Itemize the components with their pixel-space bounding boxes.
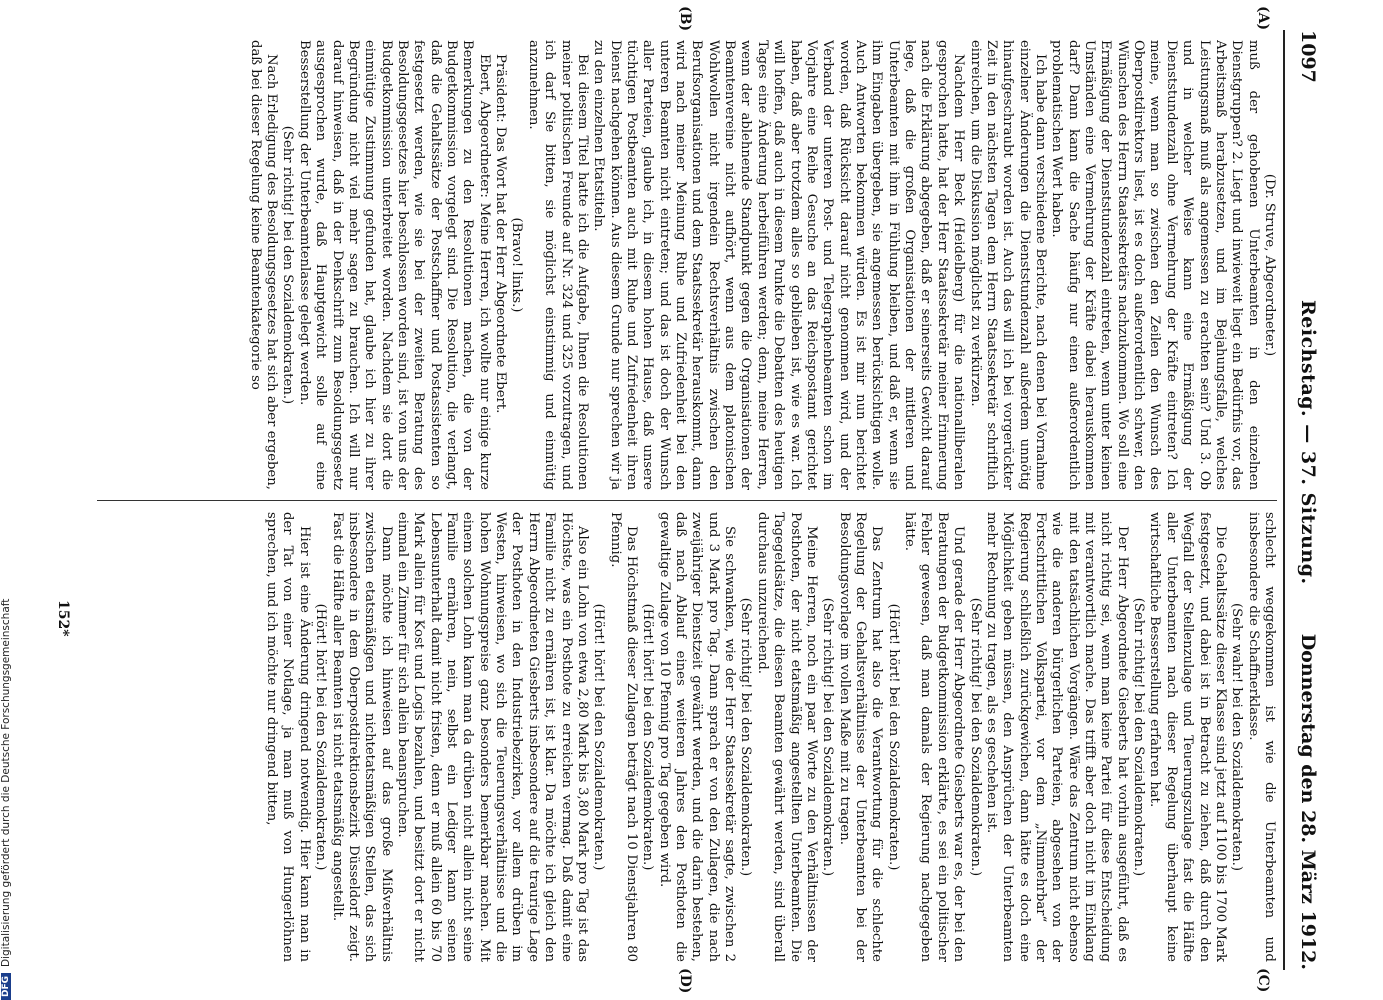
paragraph: Meine Herren, noch ein paar Worte zu den Verhältnissen der Posthoten, der nicht etatsmäßig angestellten Unterbeamten. Die Tagegeldsätze, die diesen Beamten gewährt werden, sind überall durchaus unzureichend. <box>754 512 819 962</box>
paragraph: Und gerade der Herr Abgeordnete Giesberts war es, der bei den Beratungen der Budgetkommission erklärte, es sei ein politischer Fehler gewesen, daß man damals der Regierung nachgegeben hätte. <box>902 512 967 962</box>
column-divider <box>97 500 1277 501</box>
paragraph: Ebert, Abgeordneter: Meine Herren, ich wollte nur einige kurze Bemerkungen zu den Resolutionen machen, die von der Budgetkommission vorgelegt sind. Die Resolution, die verlangt, daß die Gehaltssätze der Postschaffner und Postassistenten so festgesetzt werden, wie sie bei der zweiten Beratung des Besoldungsgesetzes hier beschlossen worden sind, ist von uns der Budgetkommission unterbreitet worden. Nachdem sie dort die einmütige Zustimmung gefunden hat, glaube ich hier zu ihrer Begründung nicht viel mehr sagen zu brauchen. Ich will nur darauf hinweisen, daß in der Denkschrift zum Besoldungsgesetz ausgesprochen wurde, daß Hauptgewicht solle auf eine Besserstellung der Unterbeamtenlasse gelegt werden. <box>296 40 492 490</box>
interjection: (Sehr richtig! bei den Sozialdemokraten.) <box>280 125 296 405</box>
interjection: (Sehr wahr! bei den Sozialdemokraten.) <box>1229 603 1245 871</box>
interjection: (Hört! hört! bei den Sozialdemokraten.) <box>313 603 329 871</box>
paragraph: Ich habe dann verschiedene Berichte, nach denen bei Vornahme einzelner Änderungen die Dienststundenzahl außerdem unnötig hinaufgeschraubt worden ist. Auch das will ich bei vorgerückter Zeit in den nächsten Tagen dem Herrn Staatssekretär schriftlich einreichen, um die Diskussion möglichst zu verkürzen. <box>967 40 1048 490</box>
digitization-credit <box>0 0 16 1000</box>
margin-mark-c: (C) <box>1255 968 1271 993</box>
interjection: (Sehr richtig! bei den Sozialdemokraten.) <box>967 597 983 877</box>
paragraph: Dann möchte ich hinweisen auf das große Mißverhältnis zwischen etatsmäßigen und nichtetatsmäßigen Stellen, das sich insbesondere in dem Oberpostdirektionsbezirk Düsseldorf zeigt. Fast die Hälfte aller Beamten ist nicht etatsmäßig angestellt. <box>329 512 394 962</box>
interjection: (Bravo! links.) <box>509 217 525 313</box>
left-text-column <box>77 40 1277 490</box>
paragraph: Der Herr Abgeordnete Giesberts hat vorhin ausgeführt, daß es nicht richtig sei, wenn man keine Partei für diese Entscheidung mit verantwortlich mache. Das trifft aber doch nicht im Einklang mit den tatsächlichen Vorgängen. Wäre das Zentrum nicht ebenso wie die anderen bürgerlichen Parteien, abgesehen von der Fortschrittlichen Volkspartei, vor dem „Nimmehrbar“ der Regierung schließlich zurückgewichen, dann hätte es doch eine Möglichkeit geben müssen, den Ansprüchen der Unterbeamten mehr Rechnung zu tragen, als es geschehen ist. <box>983 512 1130 962</box>
paragraph: Das Zentrum hat also die Verantwortung für die schlechte Regelung der Gehaltsverhältnisse der Unterbeamten bei der Besoldungsvorlage im vollen Maße mit zu tragen. <box>836 512 885 962</box>
page-title: Reichstag. — 37. Sitzung. <box>1297 300 1319 585</box>
signature-mark: 152* <box>55 600 71 637</box>
interjection: (Hört! hört! bei den Sozialdemokraten.) <box>591 603 607 871</box>
interjection: (Dr. Struve, Abgeordneter.) <box>1262 173 1277 357</box>
header-rule <box>1283 30 1285 970</box>
margin-mark-d: (D) <box>677 968 693 994</box>
paragraph: Also ein Lohn von etwa 2,80 Mark bis 3,80 Mark pro Tag ist das Höchste, was ein Posthote zu erreichen vermag. Daß damit eine Familie nicht zu ernähren ist, ist klar. Da möchte ich gleich den Herrn Abgeordneten Giesberts insbesondere auf die traurige Lage der Posthoten in den Industriebezirken, vor allem drüben im Westen, hinweisen, wo sich die Teuerungsverhältnisse und die hohen Wohnungspreise ganz besonders bemerkbar machen. Mit einem solchen Lohn kann man da drüben nicht allein nicht seine Familie ernähren, nein, selbst ein Lediger kann seinen Lebensunterhalt damit nicht fristen, denn er muß allein 60 bis 70 Mark allein für Kost und Logis bezahlen, und besitzt dort er nicht einmal ein Zimmer für sich allein beanspruchen. <box>394 512 590 962</box>
paragraph: muß der gehobenen Unterbeamten in den einzelnen Dienstgruppen? 2. Liegt und inwieweit liegt ein Bedürfnis vor, das Arbeitsmaß herabzusetzen, und im Bejahungsfalle, welches Leistungsmaß muß als angemessen zu erachten sein? Und 3. Ob und in welcher Weise kann eine Ermäßigung der Dienststundenzahl ohne Vermehrung der Kräfte eintreten? Ich meine, wenn man so zwischen den Zeilen den Wunsch des Oberpostdirektors liest, ist es doch außerordentlich schwer, den Wünschen des Herrn Staatssekretärs nachzukommen. Wo soll eine Ermäßigung der Dienststundenzahl eintreten, wenn unter keinen Umständen eine Vermehrung der Kräfte dabei herauskommen darf? Dann kann die Sache häufig nur einen außerordentlich problematischen Wert haben. <box>1049 40 1261 490</box>
margin-mark-b: (B) <box>677 6 693 32</box>
right-text-column <box>77 512 1277 962</box>
interjection: (Sehr richtig! bei den Sozialdemokraten.) <box>738 597 754 877</box>
page-header <box>1289 30 1325 970</box>
interjection: (Hört! hört! bei den Sozialdemokraten.) <box>885 603 901 871</box>
interjection: (Sehr richtig! bei den Sozialdemokraten.) <box>1131 597 1147 877</box>
credit-text: Digitalisierung gefördert durch die Deutsche Forschungsgemeinschaft <box>0 598 12 967</box>
session-date: Donnerstag den 28. März 1912. <box>1297 633 1319 970</box>
paragraph: Nach Erledigung des Besoldungsgesetzes hat sich aber ergeben, daß bei dieser Regelung keine Beamtenkategorie so <box>247 40 280 490</box>
paragraph: Das Höchstmaß dieser Zulagen beträgt nach 10 Dienstjahren 80 Pfennig. <box>607 512 639 962</box>
paragraph: Bei diesem Titel hatte ich die Aufgabe, Ihnen die Resolutionen meiner politischen Freunde auf Nr. 324 und 325 vorzutragen, und ich darf Sie bitten, sie möglichst einstimmig und einmütig anzunehmen. <box>525 40 590 490</box>
paragraph: Hier ist eine Änderung dringend notwendig. Hier kann man in der Tat von einer Notlage, ja man muß von Hungerlöhnen sprechen, und ich möchte nur dringend bitten, <box>264 512 312 962</box>
page-number: 1097 <box>1297 30 1319 83</box>
paragraph: schlecht weggekommen ist wie die Unterbeamten und insbesondere die Schaffnerklasse. <box>1245 512 1277 962</box>
paragraph: Sie schwanken, wie der Herr Staatssekretär sagte, zwischen 2 und 3 Mark pro Tag. Dann sprach er von den Zulagen, die nach zweijähriger Dienstzeit gewährt werden, und die darin bestehen, daß nach Ablauf eines weiteren Jahres den Posthoten die gewaltige Zulage von 10 Pfennig pro Tag gegeben wird. <box>656 512 738 962</box>
scanned-page <box>43 0 1333 1000</box>
dfg-logo: DFG <box>1 973 11 1000</box>
paragraph: Die Gehaltssätze dieser Klasse sind jetzt auf 1100 bis 1700 Mark festgesetzt, und dabei ist in Betracht zu ziehen, daß durch den Wegfall der Stellenzulage und Teuerungszulage fast die Hälfte aller Unterbeamten nach dieser Regelung überhaupt keine wirtschaftliche Besserstellung erfahren hat. <box>1147 512 1228 962</box>
interjection: (Hört! hört! bei den Sozialdemokraten.) <box>640 603 656 871</box>
interjection: (Sehr richtig! bei den Sozialdemokraten.) <box>820 597 836 877</box>
paragraph: Nachdem Herr Beck (Heidelberg) für die nationalliberalen gesprochen hatte, hat der Herr Staatssekretär meiner Erinnerung nach die Erklärung abgegeben, daß er seinerseits Gewicht darauf lege, daß die großen Organisationen der mittleren und Unterbeamten mit ihm in Fühlung bleiben, und daß er, wenn sie ihm Eingaben übergeben, sie angemessen berücksichtigen wolle. Auch Antworten bekommen würden. Es ist mir nun berichtet worden, daß Rücksicht darauf nicht genommen wird, und der Verband der unteren Post- und Telegraphenbeamten schon im Vorjahre eine Reihe Gesuche an das Reichspostamt gerichtet haben, daß aber trotzdem alles so geblieben ist, wie es war. Ich will hoffen, daß auch in diesem Punkte die Debatten des heutigen Tages eine Änderung herbeiführen werden; denn, meine Herren, wenn der ablehnende Standpunkt gegen die Organisationen der Beamtenvereine nicht aufhört, wenn aus dem platonischen Wohlwollen nicht irgendein Rechtsverhältnis zwischen den Berufsorganisationen und dem Staatssekretär herauskommt, dann wird nach meiner Meinung Ruhe und Zufriedenheit bei den unteren Beamten nicht eintreten; und das ist doch der Wunsch aller Parteien, glaube ich, in diesem hohen Hause, daß unsere tüchtigen Postbeamten auch mit Ruhe und Zufriedenheit ihren Dienst nachgehen können. Aus diesem Grunde nur sprechen wir ja zu den einzelnen Etatstiteln. <box>591 40 967 490</box>
paragraph: Präsident: Das Wort hat der Herr Abgeordnete Ebert. <box>493 54 509 414</box>
margin-mark-a: (A) <box>1255 6 1271 31</box>
